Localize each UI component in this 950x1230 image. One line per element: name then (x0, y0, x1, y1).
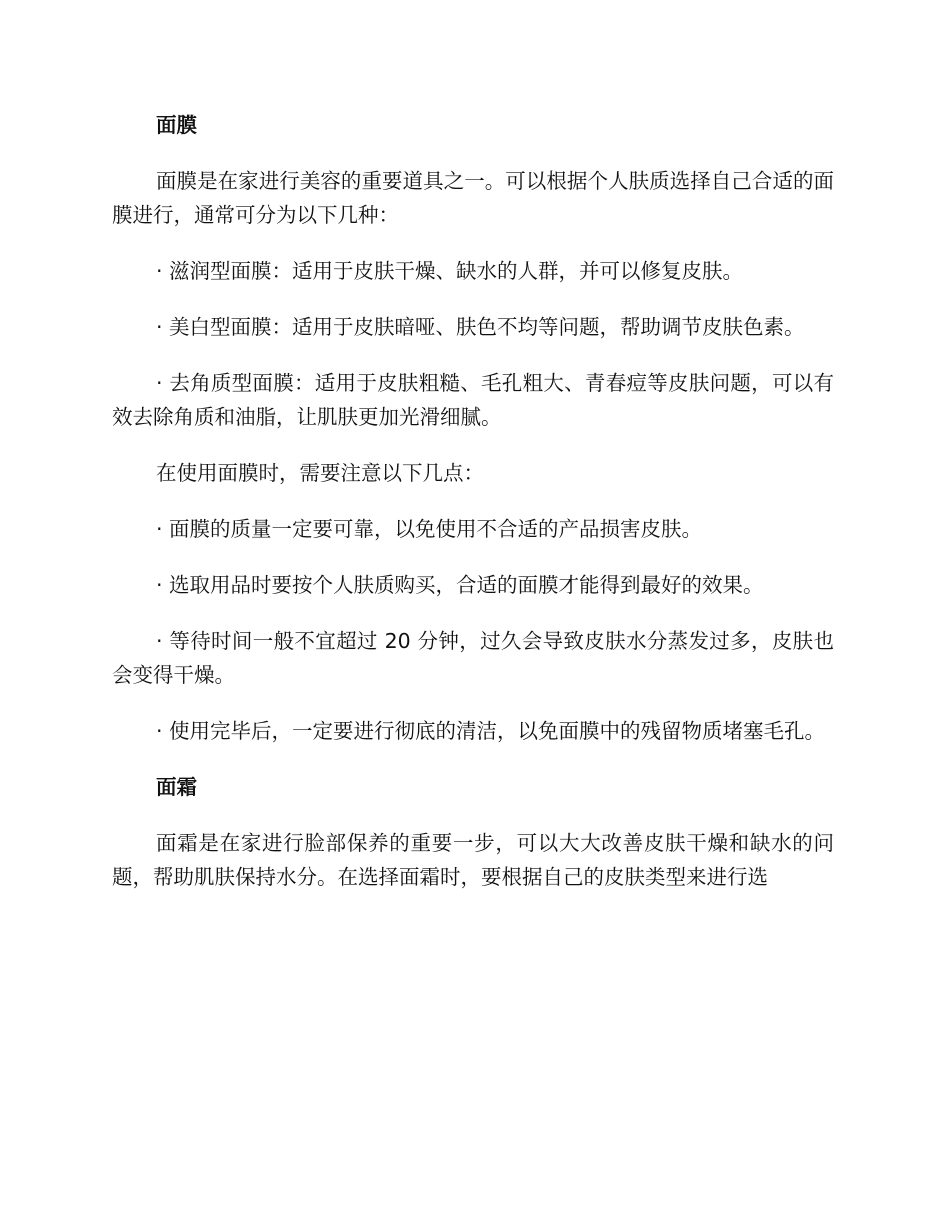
list-item-duration: · 等待时间一般不宜超过 20 分钟，过久会导致皮肤水分蒸发过多，皮肤也会变得干燥。 (112, 629, 834, 687)
paragraph-cream-intro: 面霜是在家进行脸部保养的重要一步，可以大大改善皮肤干燥和缺水的问题，帮助肌肤保持水分。在选择面霜时，要根据自己的皮肤类型来进行选 (112, 831, 834, 889)
section-mask (112, 108, 834, 748)
section-heading: 面膜 (156, 113, 197, 137)
list-item-moisturizing: · 滋润型面膜：适用于皮肤干燥、缺水的人群，并可以修复皮肤。 (156, 259, 744, 283)
list-item-whitening: · 美白型面膜：适用于皮肤暗哑、肤色不均等问题，帮助调节皮肤色素。 (156, 315, 805, 339)
list-item-quality: · 面膜的质量一定要可靠，以免使用不合适的产品损害皮肤。 (156, 517, 703, 541)
section-cream (112, 770, 834, 894)
paragraph-intro: 面膜是在家进行美容的重要道具之一。可以根据个人肤质选择自己合适的面膜进行，通常可分为以下几种： (112, 169, 834, 227)
list-item-skin-type: · 选取用品时要按个人肤质购买，合适的面膜才能得到最好的效果。 (156, 573, 764, 597)
document-page (112, 108, 834, 916)
section-heading: 面霜 (156, 775, 197, 799)
list-item-exfoliating: · 去角质型面膜：适用于皮肤粗糙、毛孔粗大、青春痘等皮肤问题，可以有效去除角质和油脂，让肌肤更加光滑细腻。 (112, 371, 834, 429)
paragraph-usage-notes: 在使用面膜时，需要注意以下几点： (156, 461, 484, 485)
list-item-cleaning: · 使用完毕后，一定要进行彻底的清洁，以免面膜中的残留物质堵塞毛孔。 (156, 719, 826, 743)
